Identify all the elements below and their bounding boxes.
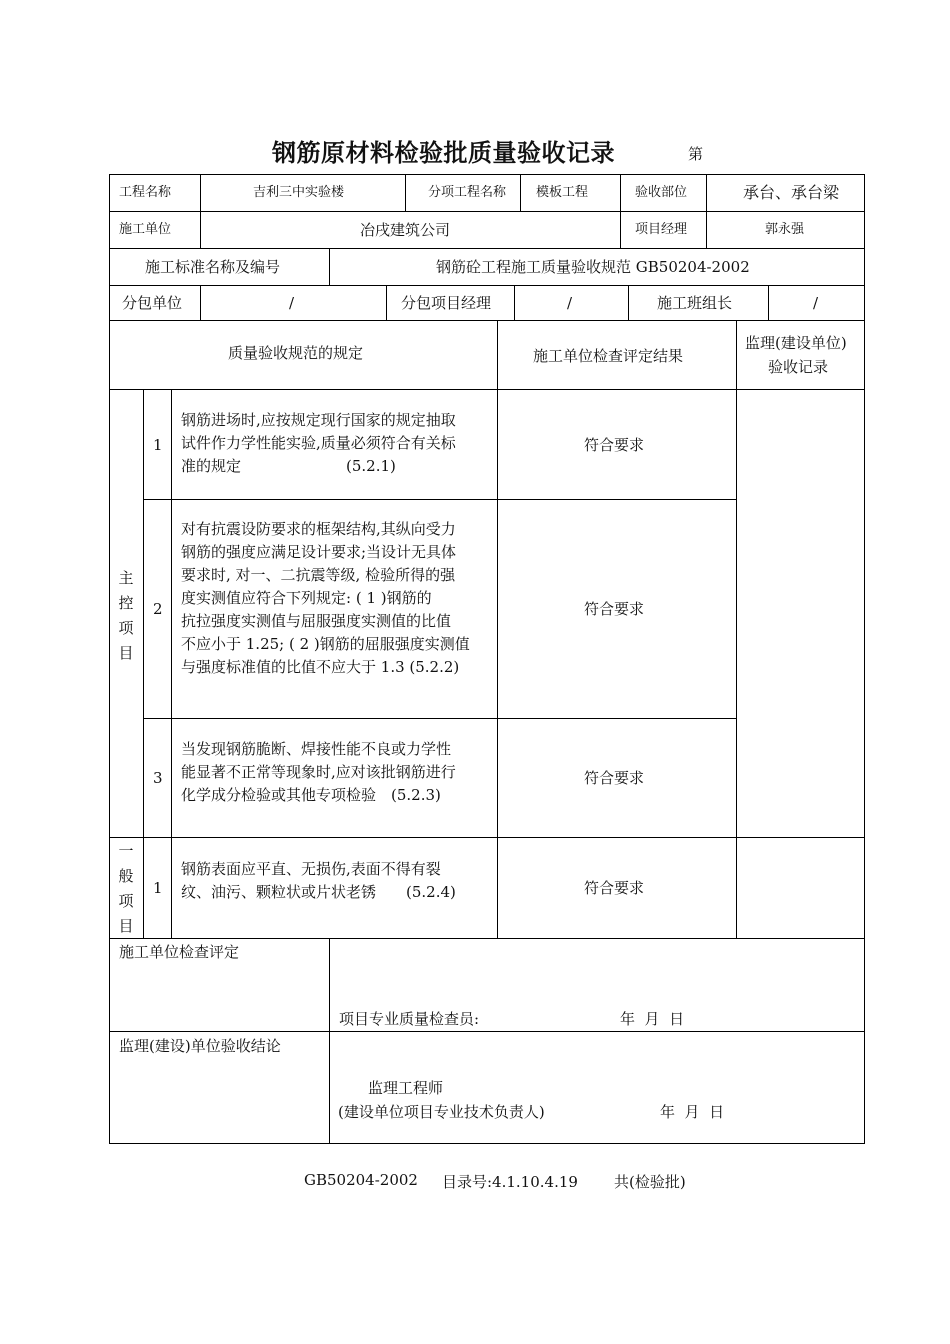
col-divider [706,211,707,248]
quality-inspector-label: 项目专业质量检查员: [339,1010,480,1028]
main-control-group-label: 主 控 项 目 [118,569,134,662]
contractor-label: 施工单位 [119,222,172,237]
col-divider [200,211,201,248]
item-result: 符合要求 [584,769,645,787]
col-divider [386,285,387,320]
inspect-part-label: 验收部位 [635,185,688,200]
col-divider [628,285,629,320]
col-divider [520,174,521,211]
row-divider [109,1031,865,1032]
row-divider [143,499,736,500]
item-spec-text: 钢筋表面应平直、无损伤,表面不得有裂 纹、油污、颗粒状或片状老锈 (5.2.4) [181,860,456,901]
item-number: 1 [153,436,163,454]
tech-lead-label: (建设单位项目专业技术负责人) [338,1103,545,1121]
row-divider [109,320,865,321]
contractor-value: 冶戌建筑公司 [360,221,451,239]
inspect-part-value: 承台、承台梁 [743,183,840,202]
row-divider [109,938,865,939]
item-number: 2 [153,600,163,618]
footer-catalog-number: 目录号:4.1.10.4.19 [442,1173,578,1191]
col-divider [706,174,707,211]
row-divider [109,285,865,286]
general-group-label: 一 般 项 目 [118,842,134,935]
supervisor-column-header-2: 验收记录 [768,358,829,376]
item-result: 符合要求 [584,879,645,897]
team-leader-label: 施工班组长 [657,294,733,312]
col-divider [514,285,515,320]
project-name-label: 工程名称 [119,185,172,200]
team-leader-value: / [813,294,819,312]
col-divider [620,174,621,211]
col-divider [171,389,172,938]
row-divider [109,211,865,212]
row-divider [109,837,865,838]
col-divider [329,248,330,285]
row-divider [109,248,865,249]
col-divider [497,320,498,938]
standard-label: 施工标准名称及编号 [145,258,281,276]
col-divider [200,174,201,211]
col-divider [200,285,201,320]
supervisor-column-header: 监理(建设单位) [745,334,847,352]
page-number-mark: 第 [688,145,704,163]
result-column-header: 施工单位检查评定结果 [533,347,684,365]
item-spec-text: 钢筋进场时,应按规定现行国家的规定抽取 试件作力学性能实验,质量必须符合有关标 准的规定 (5.2.1) [181,411,456,475]
sub-pm-value: / [567,294,573,312]
footer-standard-code: GB50204-2002 [304,1171,418,1189]
spec-column-header: 质量验收规范的规定 [228,344,364,362]
page-title: 钢筋原材料检验批质量验收记录 [272,139,615,167]
col-divider [620,211,621,248]
contractor-eval-label: 施工单位检查评定 [119,943,240,961]
col-divider [768,285,769,320]
contractor-eval-date: 年 月 日 [620,1010,685,1028]
col-divider [736,320,737,938]
standard-value: 钢筋砼工程施工质量验收规范 GB50204-2002 [436,258,750,276]
item-result: 符合要求 [584,436,645,454]
row-divider [109,389,865,390]
project-manager-value: 郭永强 [765,222,805,237]
col-divider [329,938,330,1144]
item-number: 3 [153,769,163,787]
item-spec-text: 当发现钢筋脆断、焊接性能不良或力学性 能显著不正常等现象时,应对该批钢筋进行 化学成分检验或其他专项检验 (5.2.3) [181,740,456,804]
project-manager-label: 项目经理 [635,222,688,237]
sub-project-value: 模板工程 [536,185,589,200]
col-divider [143,389,144,938]
row-divider [143,718,736,719]
item-result: 符合要求 [584,600,645,618]
supervisor-conclusion-label: 监理(建设)单位验收结论 [119,1037,281,1055]
sub-project-label: 分项工程名称 [428,185,507,200]
footer-total: 共(检验批) [614,1173,686,1191]
item-number: 1 [153,879,163,897]
sub-unit-value: / [289,294,295,312]
project-name-value: 吉利三中实验楼 [253,185,345,200]
sub-pm-label: 分包项目经理 [401,294,492,312]
item-spec-text: 对有抗震设防要求的框架结构,其纵向受力 钢筋的强度应满足设计要求;当设计无具体 要求时, 对一、二抗震等级, 检验所得的强 度实测值应符合下列规定: ( 1 )钢筋的 抗拉强度实测值与屈服强度实测值的比值 不应小于 1.25; ( 2 )钢筋的屈服强度实测值 与强度标准值的比值不应大于 1.3 (5.2.2) [181,520,470,676]
col-divider [405,174,406,211]
sub-unit-label: 分包单位 [122,294,183,312]
supervisor-engineer-label: 监理工程师 [368,1079,444,1097]
supervisor-date: 年 月 日 [660,1103,725,1121]
